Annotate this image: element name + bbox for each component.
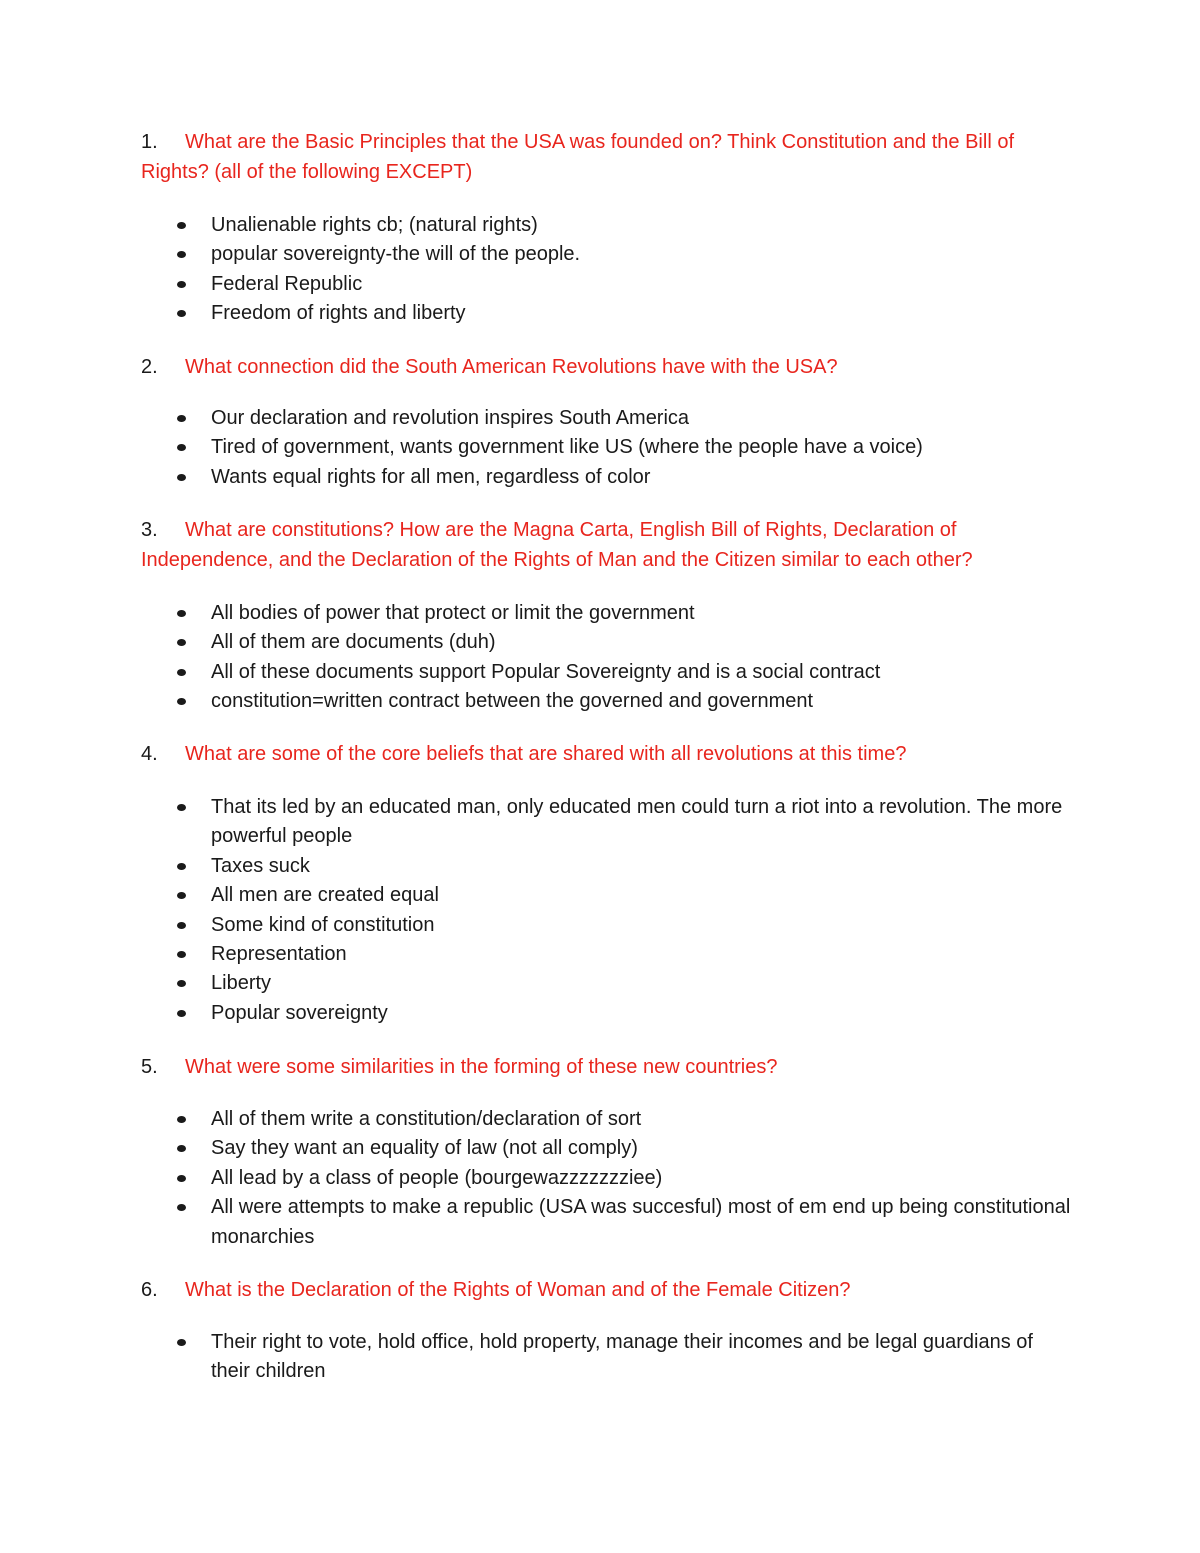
question-text: What were some similarities in the forming of these new countries? xyxy=(185,1056,778,1078)
list-item: That its led by an educated man, only educated men could turn a riot into a revolution. The more powerful people xyxy=(211,793,1071,852)
list-item: Wants equal rights for all men, regardless of color xyxy=(211,463,1071,492)
list-item: Our declaration and revolution inspires South America xyxy=(211,404,1071,433)
list-item: All were attempts to make a republic (USA was succesful) most of em end up being constitutional monarchies xyxy=(211,1193,1071,1252)
answer-list-6 xyxy=(211,1328,1071,1387)
list-item: Some kind of constitution xyxy=(211,911,1071,940)
list-item: All of these documents support Popular Sovereignty and is a social contract xyxy=(211,658,1071,687)
list-item: All lead by a class of people (bourgewazzzzzzziee) xyxy=(211,1164,1071,1193)
question-text: What is the Declaration of the Rights of Woman and of the Female Citizen? xyxy=(185,1279,851,1301)
list-item: Liberty xyxy=(211,969,1071,998)
question-4 xyxy=(141,740,1071,770)
question-text: What are the Basic Principles that the USA was founded on? Think Constitution and the Bill of Rights? (all of the following EXCEPT) xyxy=(141,131,1014,183)
list-item: Unalienable rights cb; (natural rights) xyxy=(211,211,1071,240)
question-1 xyxy=(141,128,1071,187)
list-item: Federal Republic xyxy=(211,270,1071,299)
list-item: popular sovereignty-the will of the people. xyxy=(211,240,1071,269)
answer-list-4 xyxy=(211,793,1071,1028)
list-item: constitution=written contract between the governed and government xyxy=(211,687,1071,716)
list-item: Taxes suck xyxy=(211,852,1071,881)
question-6 xyxy=(141,1276,1071,1306)
list-item: All of them are documents (duh) xyxy=(211,628,1071,657)
answer-list-2 xyxy=(211,404,1071,492)
question-5 xyxy=(141,1053,1071,1083)
list-item: Popular sovereignty xyxy=(211,999,1071,1028)
question-number: 5. xyxy=(141,1056,158,1078)
answer-list-3 xyxy=(211,599,1071,717)
question-number: 2. xyxy=(141,356,158,378)
question-3 xyxy=(141,516,1071,575)
question-text: What are some of the core beliefs that are shared with all revolutions at this time? xyxy=(185,743,907,765)
question-2 xyxy=(141,353,1071,383)
list-item: Tired of government, wants government like US (where the people have a voice) xyxy=(211,433,1071,462)
list-item: All of them write a constitution/declaration of sort xyxy=(211,1105,1071,1134)
question-number: 1. xyxy=(141,131,158,153)
question-text: What connection did the South American Revolutions have with the USA? xyxy=(185,356,838,378)
list-item: Freedom of rights and liberty xyxy=(211,299,1071,328)
list-item: Representation xyxy=(211,940,1071,969)
list-item: Say they want an equality of law (not all comply) xyxy=(211,1134,1071,1163)
list-item: Their right to vote, hold office, hold property, manage their incomes and be legal guardians of their children xyxy=(211,1328,1071,1387)
list-item: All men are created equal xyxy=(211,881,1071,910)
question-number: 4. xyxy=(141,743,158,765)
list-item: All bodies of power that protect or limit the government xyxy=(211,599,1071,628)
answer-list-1 xyxy=(211,211,1071,329)
question-text: What are constitutions? How are the Magna Carta, English Bill of Rights, Declaration of Independence, and the Declaration of the Rights of Man and the Citizen similar to each other? xyxy=(141,519,973,571)
question-number: 3. xyxy=(141,519,158,541)
question-number: 6. xyxy=(141,1279,158,1301)
answer-list-5 xyxy=(211,1105,1071,1252)
